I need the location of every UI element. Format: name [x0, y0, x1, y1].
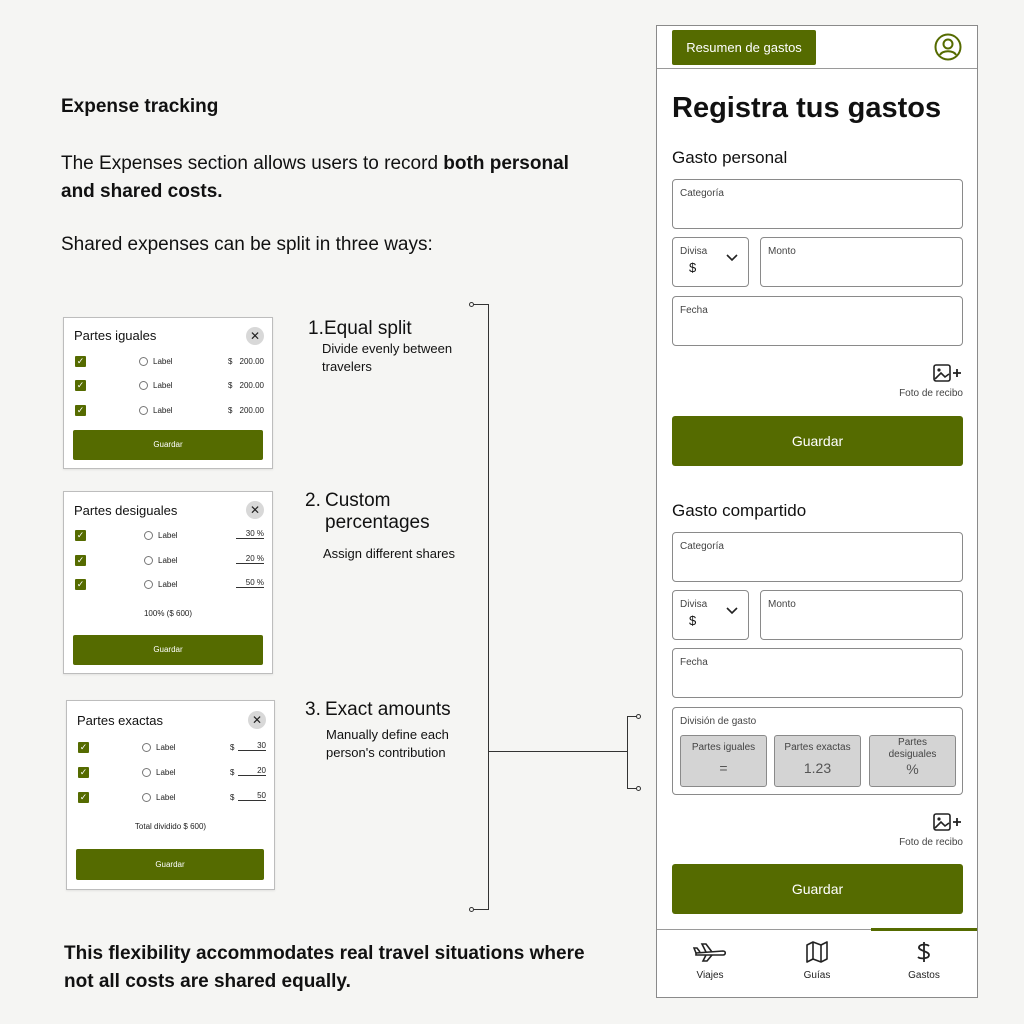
decimal-icon: 1.23 [803, 760, 832, 776]
member-label: Label [156, 768, 176, 777]
member-amount: 200.00 [239, 357, 264, 366]
member-amount: 200.00 [239, 381, 264, 390]
receipt-photo-label: Foto de recibo [899, 388, 963, 399]
plane-icon [693, 941, 727, 963]
list-item [75, 554, 265, 568]
member-label: Label [156, 793, 176, 802]
date-field[interactable] [672, 648, 963, 698]
member-currency: $ [230, 793, 235, 802]
member-label: Label [158, 580, 178, 589]
close-icon[interactable]: ✕ [248, 711, 266, 729]
intro-bold-text: both personal and shared costs. [61, 153, 569, 202]
currency-value: $ [689, 260, 697, 275]
member-currency: $ [228, 357, 233, 366]
step-description: Divide evenly between travelers [322, 341, 453, 374]
phone-mockup [656, 25, 978, 998]
split-equal-option[interactable] [680, 735, 767, 787]
personal-expense-title: Gasto personal [672, 148, 788, 167]
add-image-icon [933, 812, 963, 832]
save-button[interactable]: Guardar [73, 635, 263, 665]
list-item [78, 741, 266, 755]
date-field[interactable] [672, 296, 963, 346]
list-item [78, 791, 266, 805]
receipt-photo-button[interactable] [857, 812, 963, 848]
field-label: Divisa [680, 246, 708, 257]
percentage-input[interactable]: 50 % [236, 578, 264, 588]
field-label: Divisa [680, 599, 708, 610]
option-label: Partes desiguales [888, 737, 937, 760]
checkbox[interactable]: ✓ [79, 742, 88, 752]
field-label: División de gasto [680, 716, 757, 727]
exact-split-card [66, 700, 275, 890]
percent-icon: % [906, 761, 919, 777]
tab-viajes[interactable] [657, 941, 763, 981]
list-item [75, 404, 265, 418]
tab-label: Gastos [908, 970, 940, 981]
field-label: Fecha [680, 305, 708, 316]
close-icon[interactable]: ✕ [246, 327, 264, 345]
user-icon [142, 768, 151, 777]
member-label: Label [153, 406, 173, 415]
member-amount: 200.00 [239, 406, 264, 415]
equal-split-card [63, 317, 273, 469]
percentage-input[interactable]: 20 % [236, 554, 264, 564]
page-title: Registra tus gastos [672, 92, 942, 124]
member-label: Label [156, 743, 176, 752]
checkbox[interactable]: ✓ [76, 530, 85, 540]
list-item [75, 379, 265, 393]
step-description: Assign different shares [323, 546, 455, 561]
user-icon [139, 381, 148, 390]
section-title: Expense tracking [61, 96, 219, 117]
option-label: Partes iguales [691, 742, 756, 753]
field-label: Monto [768, 599, 796, 610]
field-label: Fecha [680, 657, 708, 668]
card-title: Partes desiguales [74, 503, 178, 518]
step-number: 3. [305, 699, 321, 720]
amount-input[interactable]: 50 [238, 791, 266, 801]
list-item [75, 529, 265, 543]
total-summary: Total dividido $ 600) [134, 822, 207, 831]
active-tab-indicator [871, 928, 977, 931]
list-item [75, 355, 265, 369]
checkbox[interactable]: ✓ [76, 405, 85, 415]
intro-text: The Expenses section allows users to record [61, 153, 444, 174]
profile-icon[interactable] [934, 33, 962, 61]
user-icon [144, 556, 153, 565]
tab-label: Guías [803, 970, 831, 981]
amount-input[interactable]: 30 [238, 741, 266, 751]
checkbox[interactable]: ✓ [79, 767, 88, 777]
close-icon[interactable]: ✕ [246, 501, 264, 519]
user-icon [142, 743, 151, 752]
receipt-photo-button[interactable] [857, 363, 963, 399]
user-icon [144, 531, 153, 540]
step-title: Equal split [324, 318, 412, 339]
equals-icon: = [719, 760, 728, 776]
checkbox[interactable]: ✓ [79, 792, 88, 802]
field-label: Categoría [680, 188, 724, 199]
member-label: Label [153, 381, 173, 390]
member-label: Label [158, 531, 178, 540]
member-currency: $ [228, 381, 233, 390]
member-currency: $ [230, 768, 235, 777]
step-number: 1. [308, 318, 324, 339]
amount-field[interactable] [760, 237, 963, 287]
tab-gastos[interactable] [871, 941, 977, 981]
list-item [78, 766, 266, 780]
header-divider [657, 68, 977, 69]
percentage-input[interactable]: 30 % [236, 529, 264, 539]
user-icon [139, 357, 148, 366]
checkbox[interactable]: ✓ [76, 555, 85, 565]
member-currency: $ [228, 406, 233, 415]
total-summary: 100% ($ 600) [143, 609, 193, 618]
shared-expense-title: Gasto compartido [672, 501, 807, 520]
intro-paragraph [61, 150, 581, 206]
step-title: Exact amounts [325, 699, 451, 720]
currency-select[interactable] [672, 590, 749, 640]
tab-label: Viajes [696, 970, 724, 981]
checkbox[interactable]: ✓ [76, 380, 85, 390]
field-label: Monto [768, 246, 796, 257]
dollar-icon [914, 941, 934, 963]
member-label: Label [158, 556, 178, 565]
tab-guias[interactable] [764, 941, 870, 981]
currency-select[interactable] [672, 237, 749, 287]
member-currency: $ [230, 743, 235, 752]
checkbox[interactable]: ✓ [76, 579, 85, 589]
custom-split-card [63, 491, 273, 674]
user-icon [144, 580, 153, 589]
split-options-group [672, 707, 963, 795]
checkbox[interactable]: ✓ [76, 356, 85, 366]
closing-statement: This flexibility accommodates real travel situations where not all costs are shared equally. [64, 943, 585, 992]
card-title: Partes exactas [77, 713, 163, 728]
user-icon [142, 793, 151, 802]
save-personal-button[interactable]: Guardar [672, 416, 963, 466]
save-shared-button[interactable]: Guardar [672, 864, 963, 914]
user-icon [139, 406, 148, 415]
category-field[interactable] [672, 179, 963, 229]
amount-field[interactable] [760, 590, 963, 640]
step-description: Manually define each person's contribution [326, 727, 449, 760]
split-intro: Shared expenses can be split in three ways: [61, 234, 433, 255]
split-exact-option[interactable] [774, 735, 861, 787]
field-label: Categoría [680, 541, 724, 552]
expense-summary-button[interactable]: Resumen de gastos [672, 30, 816, 65]
category-field[interactable] [672, 532, 963, 582]
card-title: Partes iguales [74, 328, 157, 343]
step-title: Custom percentages [325, 490, 430, 533]
chevron-down-icon [726, 254, 738, 262]
receipt-photo-label: Foto de recibo [899, 837, 963, 848]
map-icon [805, 941, 829, 963]
save-button[interactable]: Guardar [73, 430, 263, 460]
chevron-down-icon [726, 607, 738, 615]
list-item [75, 578, 265, 592]
add-image-icon [933, 363, 963, 383]
option-label: Partes exactas [784, 742, 851, 753]
member-label: Label [153, 357, 173, 366]
amount-input[interactable]: 20 [238, 766, 266, 776]
step-number: 2. [305, 490, 321, 511]
save-button[interactable]: Guardar [76, 849, 264, 880]
currency-value: $ [689, 613, 697, 628]
split-custom-option[interactable] [869, 735, 956, 787]
